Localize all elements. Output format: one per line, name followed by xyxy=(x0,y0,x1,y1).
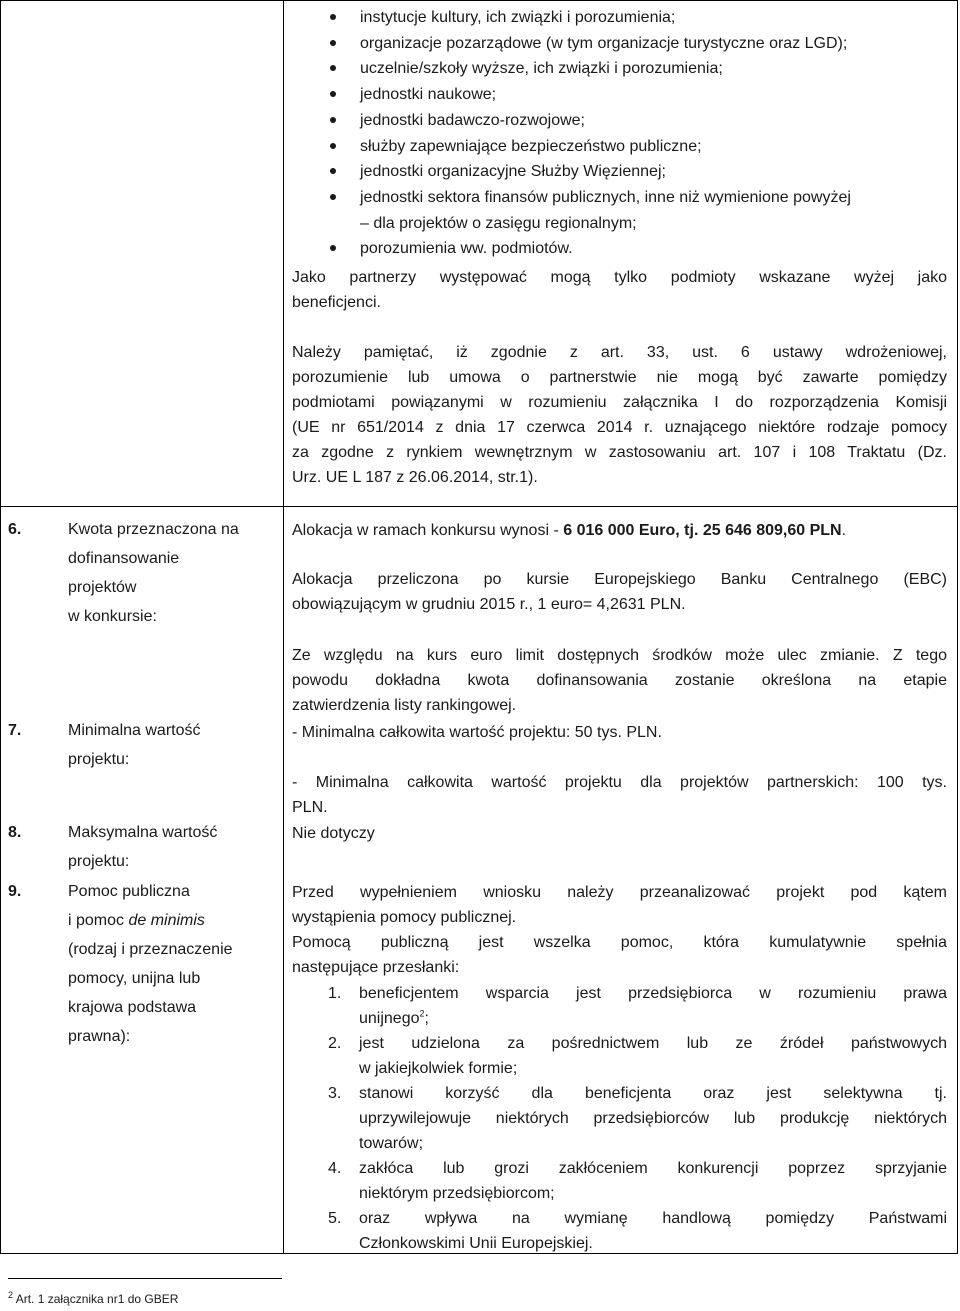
list-item: instytucje kultury, ich związki i porozumienia; xyxy=(326,5,952,31)
list-item: uczelnie/szkoły wyższe, ich związki i porozumienia; xyxy=(326,56,952,82)
state-aid-def-line2: następujące przesłanki: xyxy=(292,959,460,976)
min-value-partner-line2: PLN. xyxy=(292,799,328,816)
allocation-converted-line1: Alokacja przeliczona po kursie Europejskiego Banku Centralnego (EBC) xyxy=(292,571,947,588)
table-row-divider xyxy=(0,506,958,507)
list-item: 3. stanowi korzyść dla beneficjenta oraz jest selektywna tj. uprzywilejowuje niektórych przedsiębiorców lub produkcję niektórych towarów; xyxy=(328,1085,947,1152)
min-value-partner-line1: - Minimalna całkowita wartość projektu dla projektów partnerskich: 100 tys. xyxy=(292,774,947,791)
list-item: 4. zakłóca lub grozi zakłóceniem konkurencji poprzez sprzyjanie niektórym przedsiębiorcom; xyxy=(328,1160,947,1202)
list-item: jednostki organizacyjne Służby Więziennej; xyxy=(326,159,952,185)
list-item: jednostki badawczo-rozwojowe; xyxy=(326,108,952,134)
state-aid-intro-line1: Przed wypełnieniem wniosku należy przeanalizować projekt pod kątem xyxy=(292,884,947,901)
note-line: (UE nr 651/2014 z dnia 17 czerwca 2014 r. uznającego niektóre rodzaje pomocy xyxy=(292,419,947,436)
note-line: porozumienie lub umowa o partnerstwie nie mogą być zawarte pomiędzy xyxy=(292,369,947,386)
state-aid-intro-line2: wystąpienia pomocy publicznej. xyxy=(292,909,517,926)
eligible-entities-list xyxy=(326,5,952,262)
footnote-separator xyxy=(8,1278,282,1279)
min-value-line: - Minimalna całkowita wartość projektu: 50 tys. PLN. xyxy=(292,724,662,741)
list-item: 2. jest udzielona za pośrednictwem lub ze źródeł państwowych w jakiejkolwiek formie; xyxy=(328,1035,947,1077)
list-item: jednostki sektora finansów publicznych, inne niż wymienione powyżej – dla projektów o zasięgu regionalnym; xyxy=(326,185,952,236)
table-column-divider xyxy=(283,0,284,1254)
note-line: podmiotami powiązanymi w rozumieniu załącznika I do rozporządzenia Komisji xyxy=(292,394,947,411)
allocation-limit-line1: Ze względu na kurs euro limit dostępnych środków może ulec zmianie. Z tego xyxy=(292,647,947,664)
list-item: organizacje pozarządowe (w tym organizacje turystyczne oraz LGD); xyxy=(326,31,952,57)
state-aid-conditions-list xyxy=(292,981,947,1256)
footnote: $^2$ Art. 1 załącznika nr1 do GBER xyxy=(8,1290,179,1306)
allocation-limit-line3: zatwierdzenia listy rankingowej. xyxy=(292,697,517,714)
partners-text-line2: beneficjenci. xyxy=(292,294,381,311)
list-item: 1. beneficjentem wsparcia jest przedsiębiorca w rozumieniu prawa unijnego$^2$; xyxy=(328,985,947,1027)
footnote-ref: 2 xyxy=(419,1008,425,1019)
list-item: porozumienia ww. podmiotów. xyxy=(326,236,952,262)
note-line: Należy pamiętać, iż zgodnie z art. 33, ust. 6 ustawy wdrożeniowej, xyxy=(292,344,947,361)
max-value-text: Nie dotyczy xyxy=(292,825,375,842)
list-item: 5. oraz wpływa na wymianę handlową pomiędzy Państwami Członkowskimi Unii Europejskiej. xyxy=(328,1210,947,1252)
note-line: Urz. UE L 187 z 26.06.2014, str.1). xyxy=(292,469,538,486)
allocation-amount: Alokacja w ramach konkursu wynosi - 6 016 000 Euro, tj. 25 646 809,60 PLN. xyxy=(292,522,847,539)
state-aid-def-line1: Pomocą publiczną jest wszelka pomoc, która kumulatywnie spełnia xyxy=(292,934,947,951)
note-line: za zgodne z rynkiem wewnętrznym w zastosowaniu art. 107 i 108 Traktatu (Dz. xyxy=(292,444,947,461)
allocation-limit-line2: powodu dokładna kwota dofinansowania zostanie określona na etapie xyxy=(292,672,947,689)
list-item: służby zapewniające bezpieczeństwo publiczne; xyxy=(326,134,952,160)
list-item: jednostki naukowe; xyxy=(326,82,952,108)
allocation-converted-line2: obowiązującym w grudniu 2015 r., 1 euro= 4,2631 PLN. xyxy=(292,596,686,613)
partners-text-line1: Jako partnerzy występować mogą tylko podmioty wskazane wyżej jako xyxy=(292,269,947,286)
